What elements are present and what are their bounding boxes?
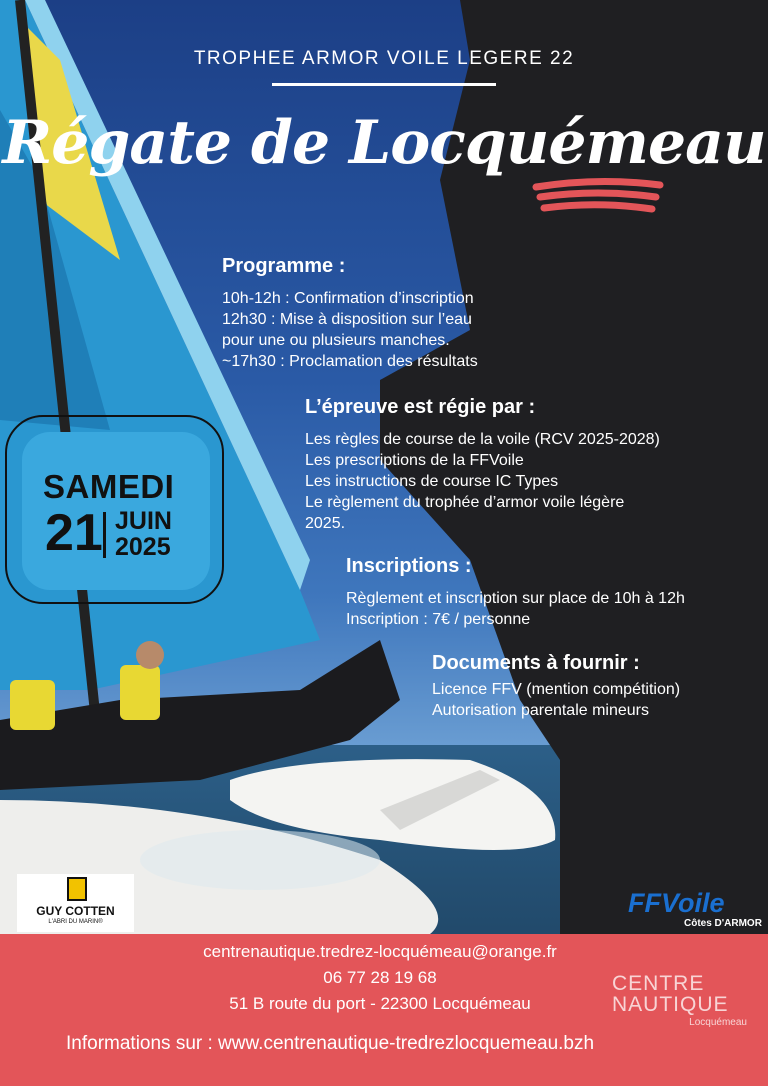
contact-phone[interactable]: 06 77 28 19 68: [323, 968, 437, 987]
registration-line: Inscription : 7€ / personne: [346, 611, 531, 628]
cn-line3: Locquémeau: [689, 1017, 747, 1028]
footer: [0, 934, 768, 1086]
page-title: Régate de Locquémeau: [2, 108, 766, 178]
website-link[interactable]: Informations sur : www.centrenautique-tredrezlocquemeau.bzh: [66, 1033, 595, 1054]
section-heading: L’épreuve est régie par :: [305, 396, 536, 418]
spray: [140, 830, 380, 890]
contact-email[interactable]: centrenautique.tredrez-locquémeau@orange.fr: [203, 942, 557, 961]
documents-section: [432, 652, 680, 721]
documents-line: Licence FFV (mention compétition): [432, 681, 681, 698]
date-year: 2025: [115, 533, 171, 561]
divider: [272, 83, 496, 86]
cn-line2: NAUTIQUE: [612, 993, 729, 1016]
guy-cotten-name: GUY COTTEN: [36, 904, 115, 918]
rules-line: Le règlement du trophée d’armor voile légère: [305, 494, 625, 511]
programme-line: 10h-12h : Confirmation d’inscription: [222, 290, 474, 307]
programme-line: pour une ou plusieurs manches.: [222, 332, 450, 349]
ffvoile-name: FFVoile: [628, 888, 725, 918]
date-month: JUIN: [115, 507, 172, 535]
documents-line: Autorisation parentale mineurs: [432, 702, 650, 719]
brush-swash-decoration: [528, 175, 668, 225]
sailor-head-1: [136, 641, 164, 669]
cn-line1: CENTRE: [612, 972, 705, 995]
rules-line: Les instructions de course IC Types: [305, 473, 559, 490]
date-day: SAMEDI: [43, 468, 175, 505]
section-heading: Programme :: [222, 255, 346, 277]
rules-line: Les prescriptions de la FFVoile: [305, 452, 524, 469]
registration-line: Règlement et inscription sur place de 10h à 12h: [346, 590, 685, 607]
section-heading: Documents à fournir :: [432, 652, 640, 674]
sailor-vest-2: [10, 680, 55, 730]
guy-cotten-tagline: L'ABRI DU MARIN®: [48, 919, 103, 925]
programme-line: ~17h30 : Proclamation des résultats: [222, 353, 478, 370]
sailor-vest-1: [120, 665, 160, 720]
guy-cotten-mark-icon: [67, 877, 87, 901]
programme-section: [222, 255, 478, 372]
programme-line: 12h30 : Mise à disposition sur l’eau: [222, 311, 472, 328]
contact-address: 51 B route du port - 22300 Locquémeau: [229, 994, 531, 1013]
section-heading: Inscriptions :: [346, 555, 472, 577]
rules-line: 2025.: [305, 515, 346, 532]
rules-line: Les règles de course de la voile (RCV 2025-2028): [305, 431, 660, 448]
rules-section: [305, 396, 660, 534]
ffvoile-logo: [622, 888, 762, 932]
ffvoile-sub: Côtes D'ARMOR: [684, 918, 762, 929]
event-series-label: TROPHEE ARMOR VOILE LEGERE 22: [193, 48, 575, 69]
date-number: 21: [45, 504, 103, 562]
centre-nautique-logo: [612, 972, 757, 1028]
registration-section: [346, 555, 685, 630]
date-separator: [103, 512, 106, 558]
guy-cotten-logo: [17, 874, 134, 932]
